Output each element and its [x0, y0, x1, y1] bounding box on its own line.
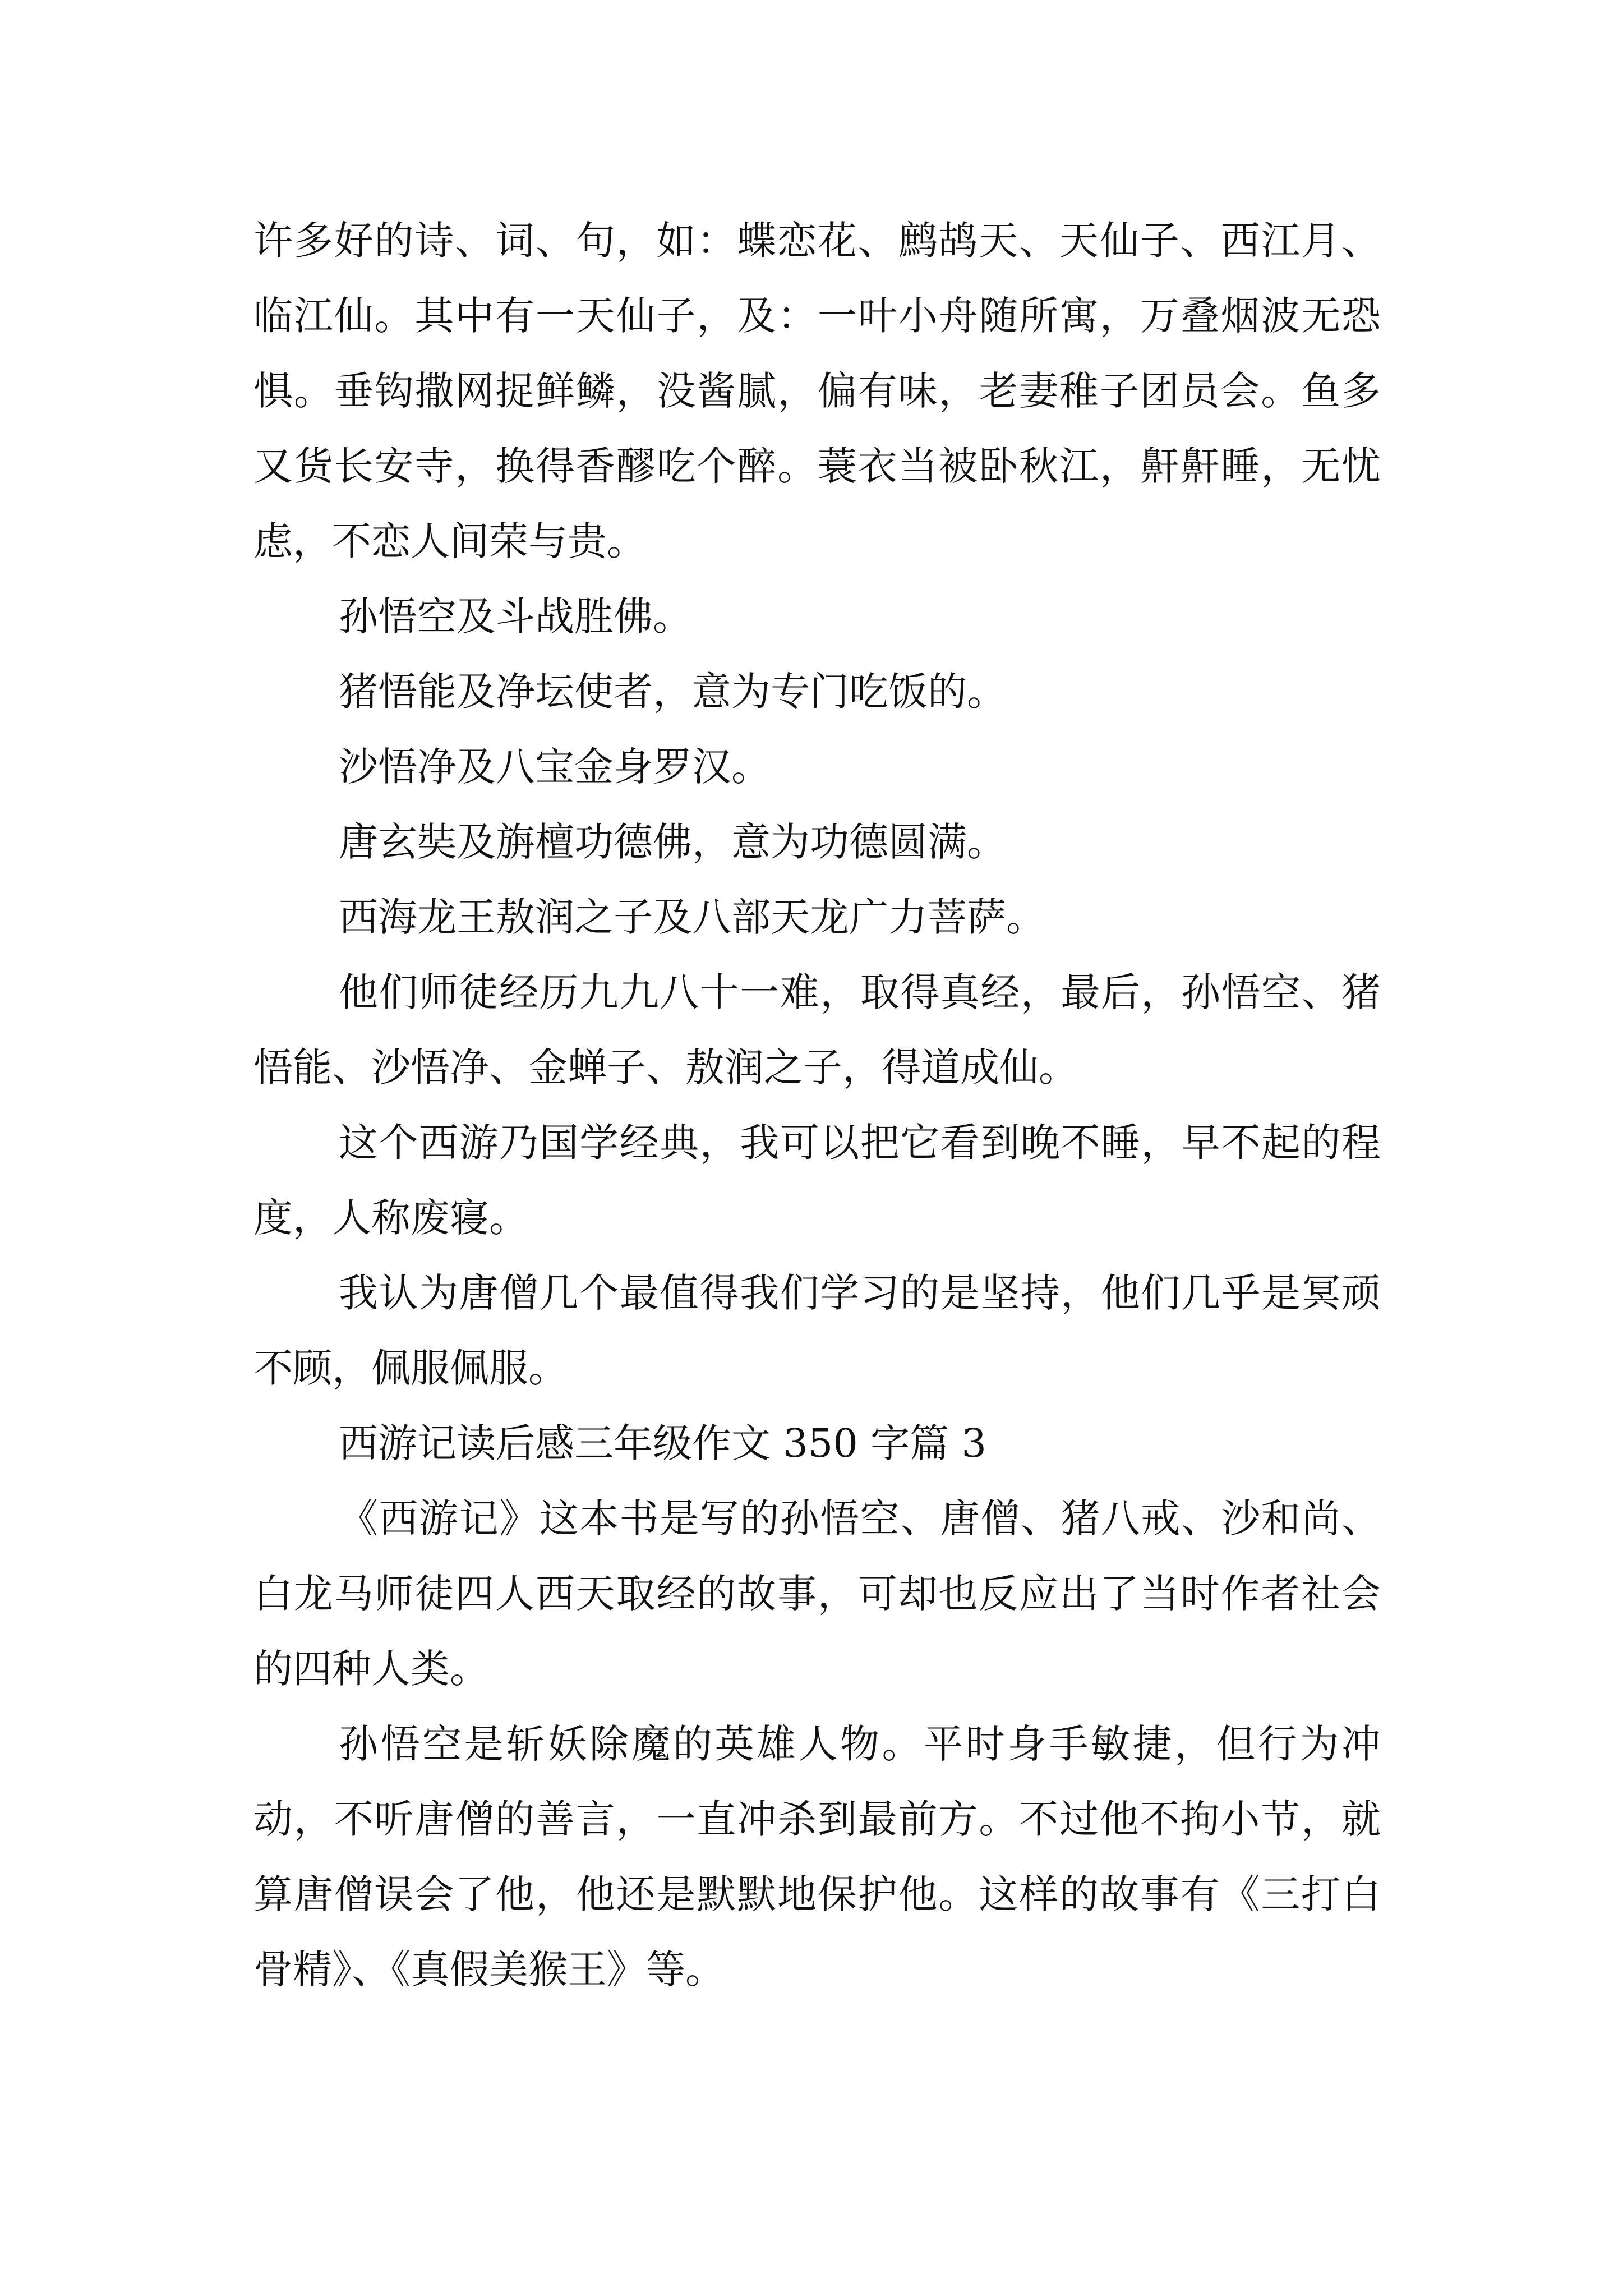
paragraph-3: 猪悟能及净坛使者，意为专门吃饭的。	[339, 669, 1006, 715]
paragraph-1: 许多好的诗、词、句，如：蝶恋花、鹧鸪天、天仙子、西江月、临江仙。其中有一天仙子，及：一叶小舟随所寓，万叠烟波无恐惧。垂钩撒网捉鲜鳞，没酱腻，偏有味，老妻稚子团员会。鱼多又货长安寺，换得香醪吃个醉。蓑衣当被卧秋江，鼾鼾睡，无忧虑，不恋人间荣与贵。	[253, 218, 1381, 564]
paragraph-6: 西海龙王敖润之子及八部天龙广力菩萨。	[339, 894, 1045, 940]
paragraph-7: 他们师徒经历九九八十一难，取得真经，最后，孙悟空、猪悟能、沙悟净、金蝉子、敖润之子，得道成仙。	[253, 969, 1381, 1091]
paragraph-12: 孙悟空是斩妖除魔的英雄人物。平时身手敏捷，但行为冲动，不听唐僧的善言，一直冲杀到最前方。不过他不拘小节，就算唐僧误会了他，他还是默默地保护他。这样的故事有《三打白骨精》、《真假美猴王》等。	[253, 1721, 1381, 1993]
document-body	[253, 203, 1381, 2007]
paragraph-9: 我认为唐僧几个最值得我们学习的是坚持，他们几乎是冥顽不顾，佩服佩服。	[253, 1270, 1381, 1391]
paragraph-5: 唐玄奘及旃檀功德佛，意为功德圆满。	[339, 819, 1006, 865]
paragraph-8: 这个西游乃国学经典，我可以把它看到晚不睡，早不起的程度，人称废寝。	[253, 1120, 1381, 1241]
paragraph-4: 沙悟净及八宝金身罗汉。	[339, 744, 771, 790]
paragraph-11: 《西游记》这本书是写的孙悟空、唐僧、猪八戒、沙和尚、白龙马师徒四人西天取经的故事，可却也反应出了当时作者社会的四种人类。	[253, 1496, 1381, 1692]
section-heading: 西游记读后感三年级作文 350 字篇 3	[339, 1420, 986, 1466]
paragraph-2: 孙悟空及斗战胜佛。	[339, 593, 692, 639]
